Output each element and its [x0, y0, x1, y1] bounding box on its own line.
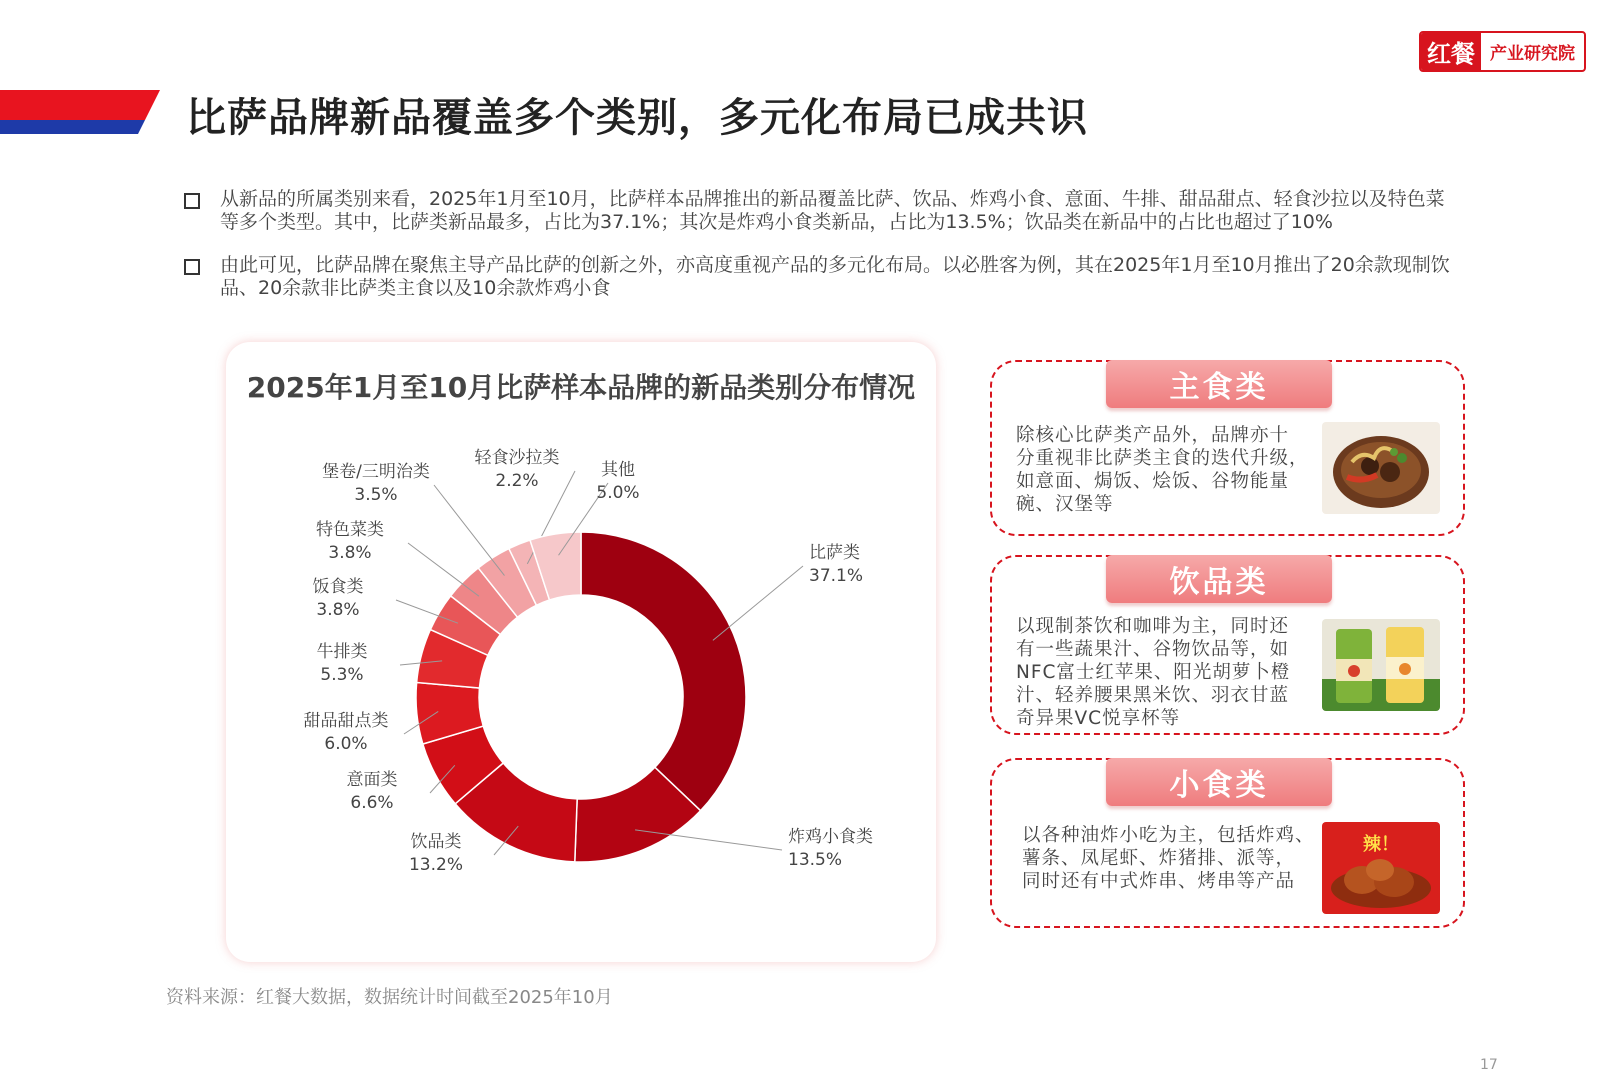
- chart-title: 2025年1月至10月比萨样本品牌的新品类别分布情况: [246, 371, 916, 404]
- slice-label: 比萨类: [809, 543, 860, 563]
- text-line: NFC富士红苹果、阳光胡萝卜橙: [1016, 662, 1291, 683]
- slice-label: 轻食沙拉类: [474, 448, 560, 468]
- donut-slice: [581, 532, 746, 811]
- square-bullet-icon: [184, 259, 200, 275]
- category-card-title: 饮品类: [1106, 555, 1332, 603]
- category-card-text: [1022, 824, 1315, 893]
- title-accent-bar: [0, 90, 160, 134]
- logo-brand-text: 红餐: [1421, 33, 1481, 70]
- logo-org-text: 产业研究院: [1490, 44, 1575, 64]
- bullet-text: 从新品的所属类别来看，2025年1月至10月，比萨样本品牌推出的新品覆盖比萨、饮品、炸鸡小食、意面、牛排、甜品甜点、轻食沙拉以及特色菜等多个类型。其中，比萨类新品最多，占比为37.1%；其次是炸鸡小食类新品，占比为13.5%；饮品类在新品中的占比也超过了10%: [220, 188, 1445, 233]
- leader-line: [408, 543, 479, 596]
- page-number: 17: [1480, 1057, 1498, 1073]
- fried-chicken-image: [1322, 822, 1440, 914]
- category-card-snacks: [990, 758, 1465, 928]
- category-card-title: 小食类: [1106, 758, 1332, 806]
- leader-line: [434, 485, 504, 576]
- thumb-text: 辣！: [1363, 834, 1399, 855]
- category-card-title: 主食类: [1106, 360, 1332, 408]
- donut-chart: [226, 342, 936, 962]
- slice-value-label: 3.8%: [328, 543, 372, 563]
- slice-label: 饭食类: [312, 577, 364, 597]
- slice-label: 牛排类: [316, 642, 368, 662]
- category-card-text: [1016, 615, 1290, 730]
- slice-value-label: 13.5%: [788, 850, 843, 870]
- text-line: 薯条、凤尾虾、炸猪排、派等，: [1022, 848, 1296, 869]
- slice-label: 特色菜类: [316, 520, 384, 540]
- slice-value-label: 37.1%: [809, 566, 864, 586]
- slice-value-label: 6.0%: [324, 734, 368, 754]
- slice-value-label: 5.0%: [596, 483, 640, 503]
- slice-value-label: 13.2%: [408, 855, 464, 875]
- slice-label: 其他: [601, 460, 635, 480]
- bullet-list: [184, 188, 1454, 320]
- category-card-drinks: [990, 555, 1465, 735]
- category-card-staple: [990, 360, 1465, 536]
- text-line: 以现制茶饮和咖啡为主，同时还: [1016, 616, 1290, 637]
- slice-label: 堡卷/三明治类: [322, 462, 430, 482]
- category-card-text: [1016, 424, 1309, 516]
- text-line: 分重视非比萨类主食的迭代升级，: [1016, 448, 1309, 469]
- text-line: 有一些蔬果汁、谷物饮品等，如: [1016, 639, 1290, 660]
- brand-logo: [1419, 31, 1586, 72]
- page-title: 比萨品牌新品覆盖多个类别，多元化布局已成共识: [186, 95, 1088, 141]
- slice-label: 意面类: [346, 770, 398, 790]
- text-line: 除核心比萨类产品外，品牌亦十: [1016, 425, 1290, 446]
- text-line: 碗、汉堡等: [1016, 494, 1114, 515]
- bullet-text: 由此可见，比萨品牌在聚焦主导产品比萨的创新之外，亦高度重视产品的多元化布局。以必胜客为例，其在2025年1月至10月推出了20余款现制饮品、20余款非比萨类主食以及10余款炸鸡小食: [220, 254, 1450, 299]
- pasta-bowl-image: [1322, 422, 1440, 514]
- text-line: 以各种油炸小吃为主，包括炸鸡、: [1022, 825, 1315, 846]
- slice-value-label: 2.2%: [495, 471, 539, 491]
- data-source: 资料来源：红餐大数据，数据统计时间截至2025年10月: [166, 987, 613, 1008]
- square-bullet-icon: [184, 193, 200, 209]
- slice-label: 炸鸡小食类: [788, 827, 873, 847]
- bullet-item: [184, 188, 1454, 234]
- slice-value-label: 3.5%: [354, 485, 398, 505]
- slice-value-label: 3.8%: [316, 600, 360, 620]
- slice-label: 饮品类: [410, 832, 462, 852]
- text-line: 如意面、焗饭、烩饭、谷物能量: [1016, 471, 1290, 492]
- text-line: 汁、轻养腰果黑米饮、羽衣甘蓝: [1016, 685, 1290, 706]
- leader-line: [713, 566, 803, 640]
- slice-label: 甜品甜点类: [303, 711, 389, 731]
- text-line: 同时还有中式炸串、烤串等产品: [1022, 871, 1296, 892]
- slice-value-label: 6.6%: [350, 793, 394, 813]
- text-line: 奇异果VC悦享杯等: [1016, 708, 1181, 729]
- bullet-item: [184, 254, 1454, 300]
- chart-card: [226, 342, 936, 962]
- slice-value-label: 5.3%: [320, 665, 364, 685]
- drinks-image: [1322, 619, 1440, 711]
